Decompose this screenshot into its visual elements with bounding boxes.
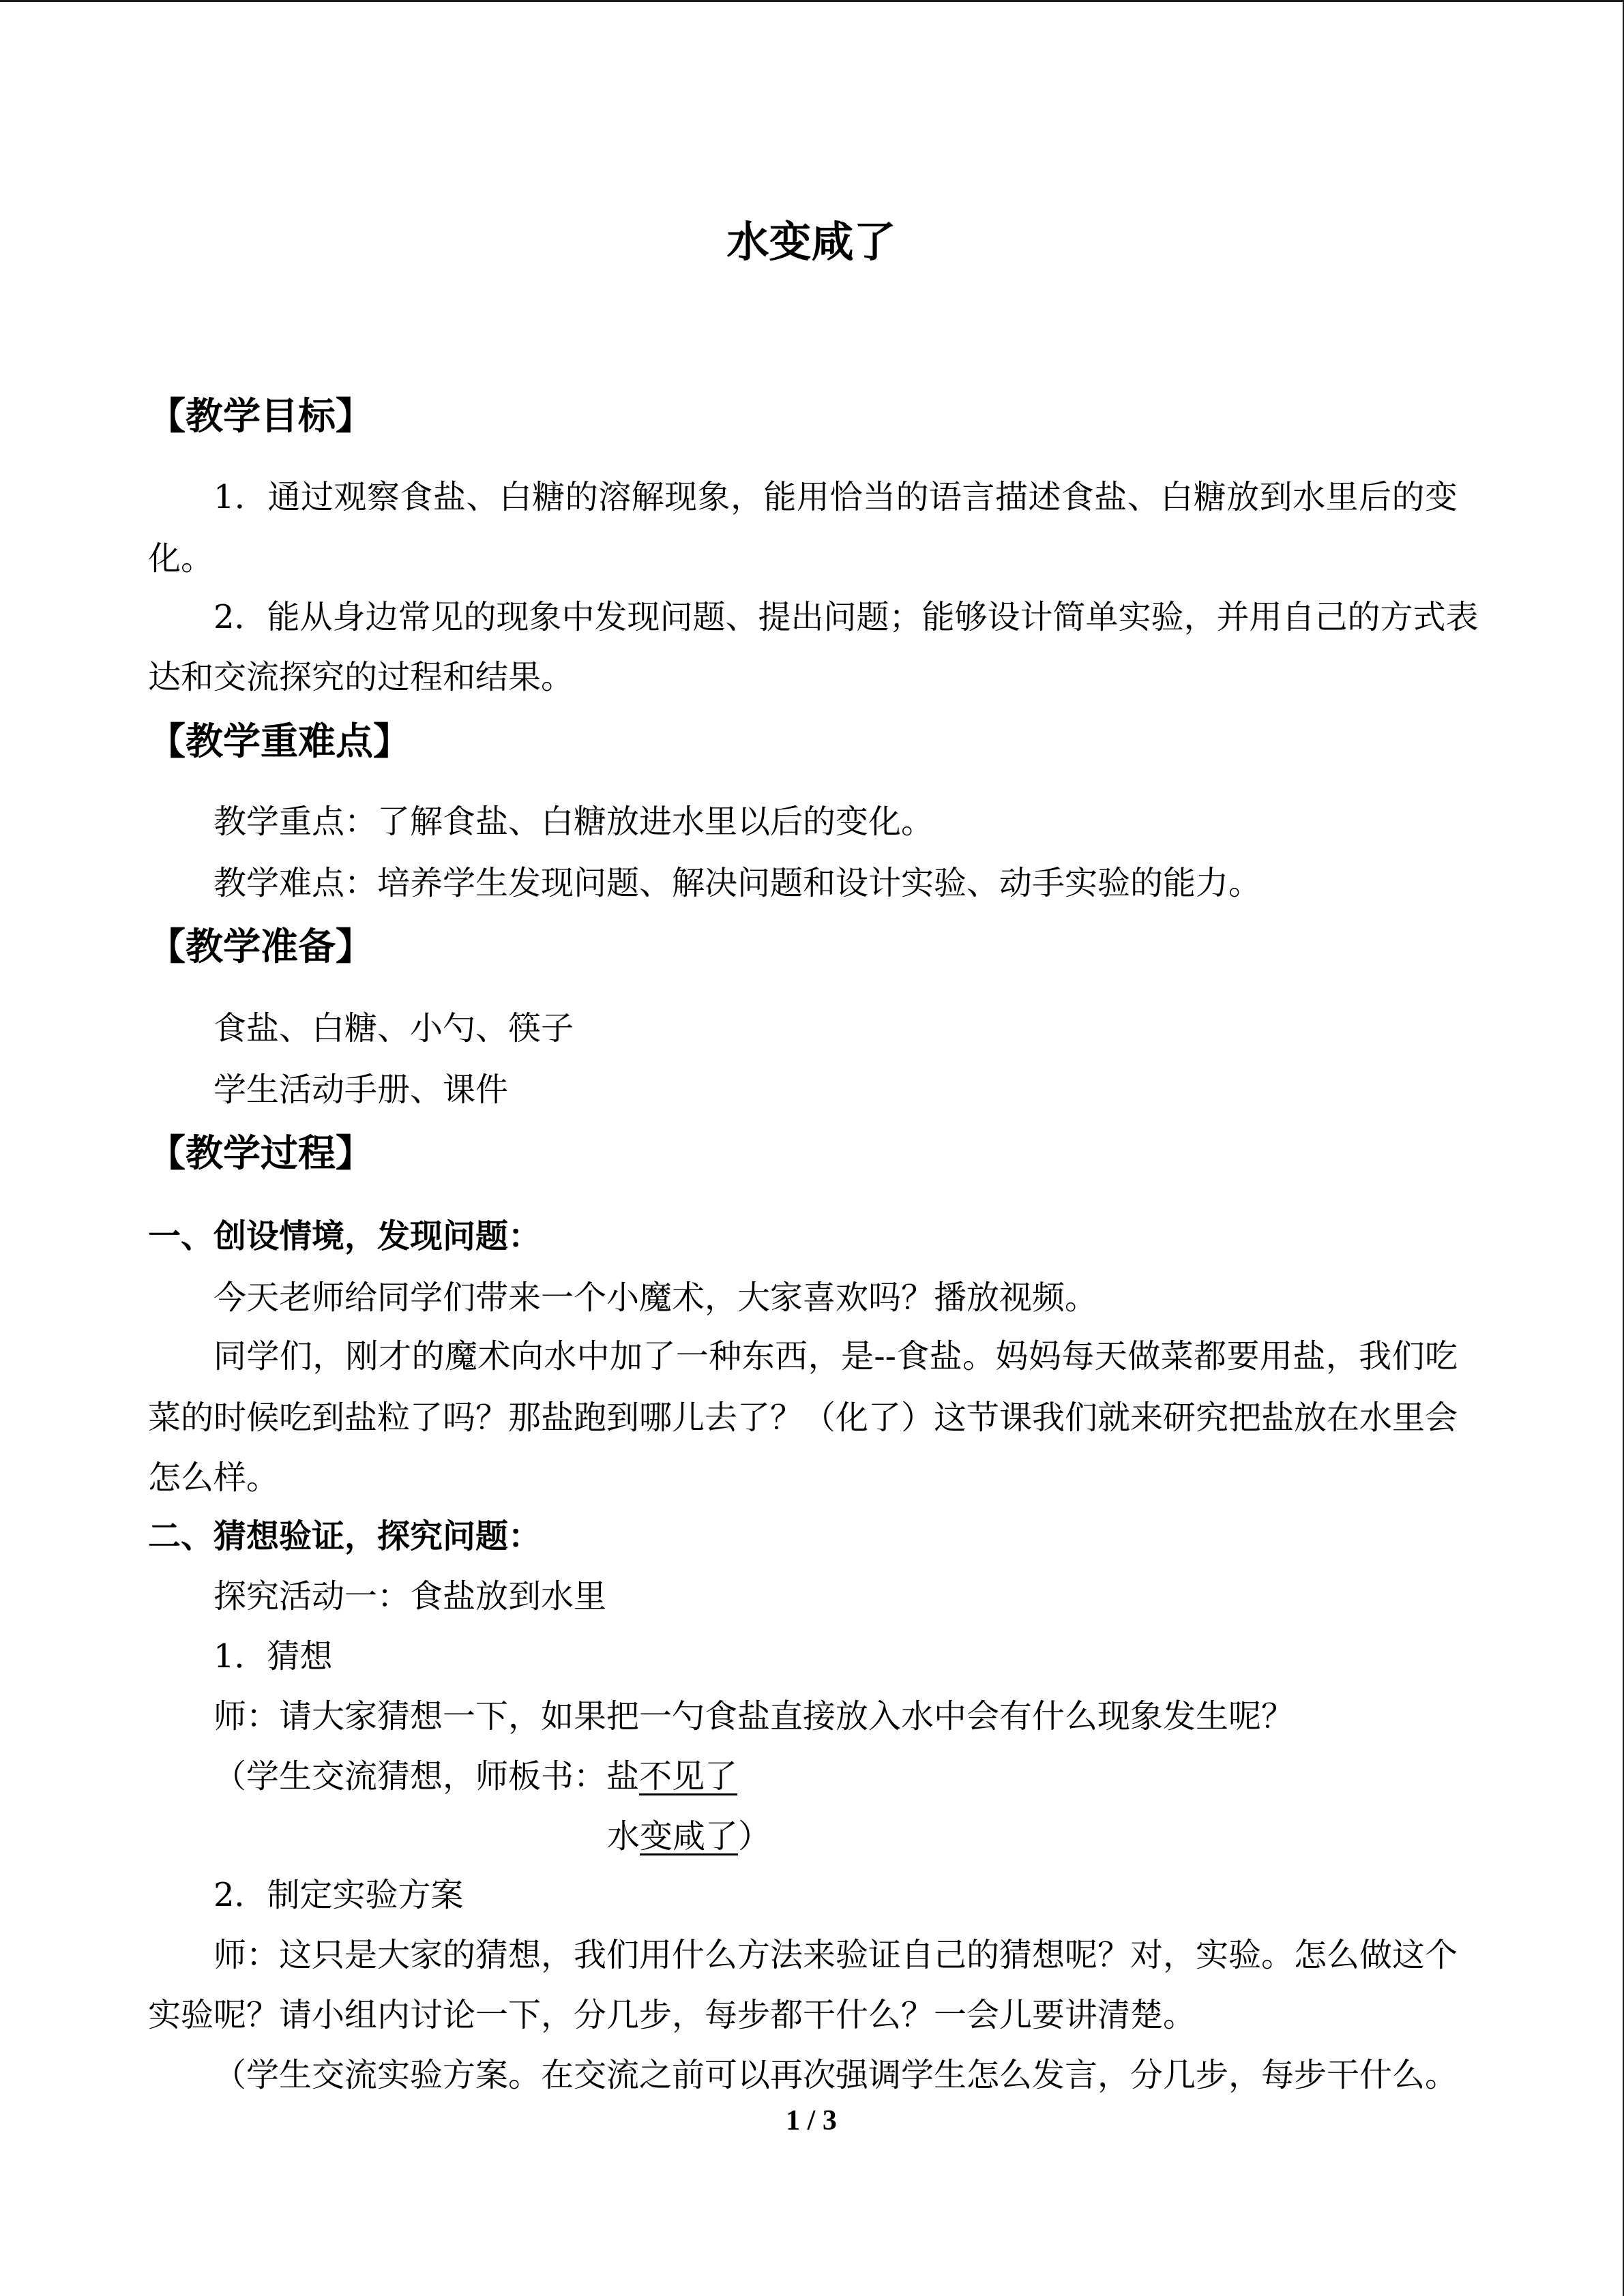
preparation-item-handbook: 学生活动手册、课件 xyxy=(213,1071,509,1109)
guess-title: 1．猜想 xyxy=(213,1637,333,1675)
step2-heading: 二、猜想验证，探究问题： xyxy=(148,1517,542,1555)
activity1-title: 探究活动一：食盐放到水里 xyxy=(213,1577,607,1615)
board-note-1-underlined: 不见了 xyxy=(639,1757,738,1795)
document-title: 水变咸了 xyxy=(726,217,896,267)
board-note-line-2 xyxy=(607,1816,771,1857)
objective-1-line-1: 1．通过观察食盐、白糖的溶解现象，能用恰当的语言描述食盐、白糖放到水里后的变 xyxy=(213,478,1458,516)
step1-paragraph-2-line-2: 菜的时候吃到盐粒了吗？那盐跑到哪儿去了？（化了）这节课我们就来研究把盐放在水里会 xyxy=(148,1399,1458,1437)
step1-heading: 一、创设情境，发现问题： xyxy=(148,1217,542,1255)
step1-paragraph-2-line-3: 怎么样。 xyxy=(148,1459,280,1497)
key-point: 教学重点：了解食盐、白糖放进水里以后的变化。 xyxy=(213,803,934,841)
difficult-point: 教学难点：培养学生发现问题、解决问题和设计实验、动手实验的能力。 xyxy=(213,864,1262,902)
heading-process: 【教学过程】 xyxy=(148,1131,374,1175)
board-note-2-prefix: 水 xyxy=(607,1817,640,1855)
heading-key-points: 【教学重难点】 xyxy=(148,719,411,763)
page-number: 1 / 3 xyxy=(786,2105,837,2136)
plan-title: 2．制定实验方案 xyxy=(213,1876,464,1914)
objective-2-line-1: 2．能从身边常见的现象中发现问题、提出问题；能够设计简单实验，并用自己的方式表 xyxy=(213,598,1479,636)
plan-teacher-line-1: 师：这只是大家的猜想，我们用什么方法来验证自己的猜想呢？对，实验。怎么做这个 xyxy=(213,1936,1458,1974)
heading-preparation: 【教学准备】 xyxy=(148,925,374,968)
board-note-1-prefix: （学生交流猜想，师板书：盐 xyxy=(213,1757,640,1795)
step1-paragraph-2-line-1: 同学们，刚才的魔术向水中加了一种东西，是--食盐。妈妈每天做菜都要用盐，我们吃 xyxy=(213,1337,1458,1375)
plan-note: （学生交流实验方案。在交流之前可以再次强调学生怎么发言，分几步，每步干什么。 xyxy=(213,2056,1458,2094)
plan-teacher-line-2: 实验呢？请小组内讨论一下，分几步，每步都干什么？一会儿要讲清楚。 xyxy=(148,1996,1196,2034)
board-note-2-underlined: 变咸了 xyxy=(640,1817,739,1855)
guess-teacher-question: 师：请大家猜想一下，如果把一勺食盐直接放入水中会有什么现象发生呢？ xyxy=(213,1697,1295,1735)
objective-2-line-2: 达和交流探究的过程和结果。 xyxy=(148,658,574,696)
heading-objectives: 【教学目标】 xyxy=(148,394,374,438)
preparation-item-materials: 食盐、白糖、小勺、筷子 xyxy=(213,1009,574,1047)
objective-1-line-2: 化。 xyxy=(148,539,214,578)
board-note-line-1 xyxy=(213,1756,1458,1797)
step1-paragraph-1: 今天老师给同学们带来一个小魔术，大家喜欢吗？播放视频。 xyxy=(213,1279,1098,1317)
board-note-2-suffix: ） xyxy=(738,1817,771,1855)
